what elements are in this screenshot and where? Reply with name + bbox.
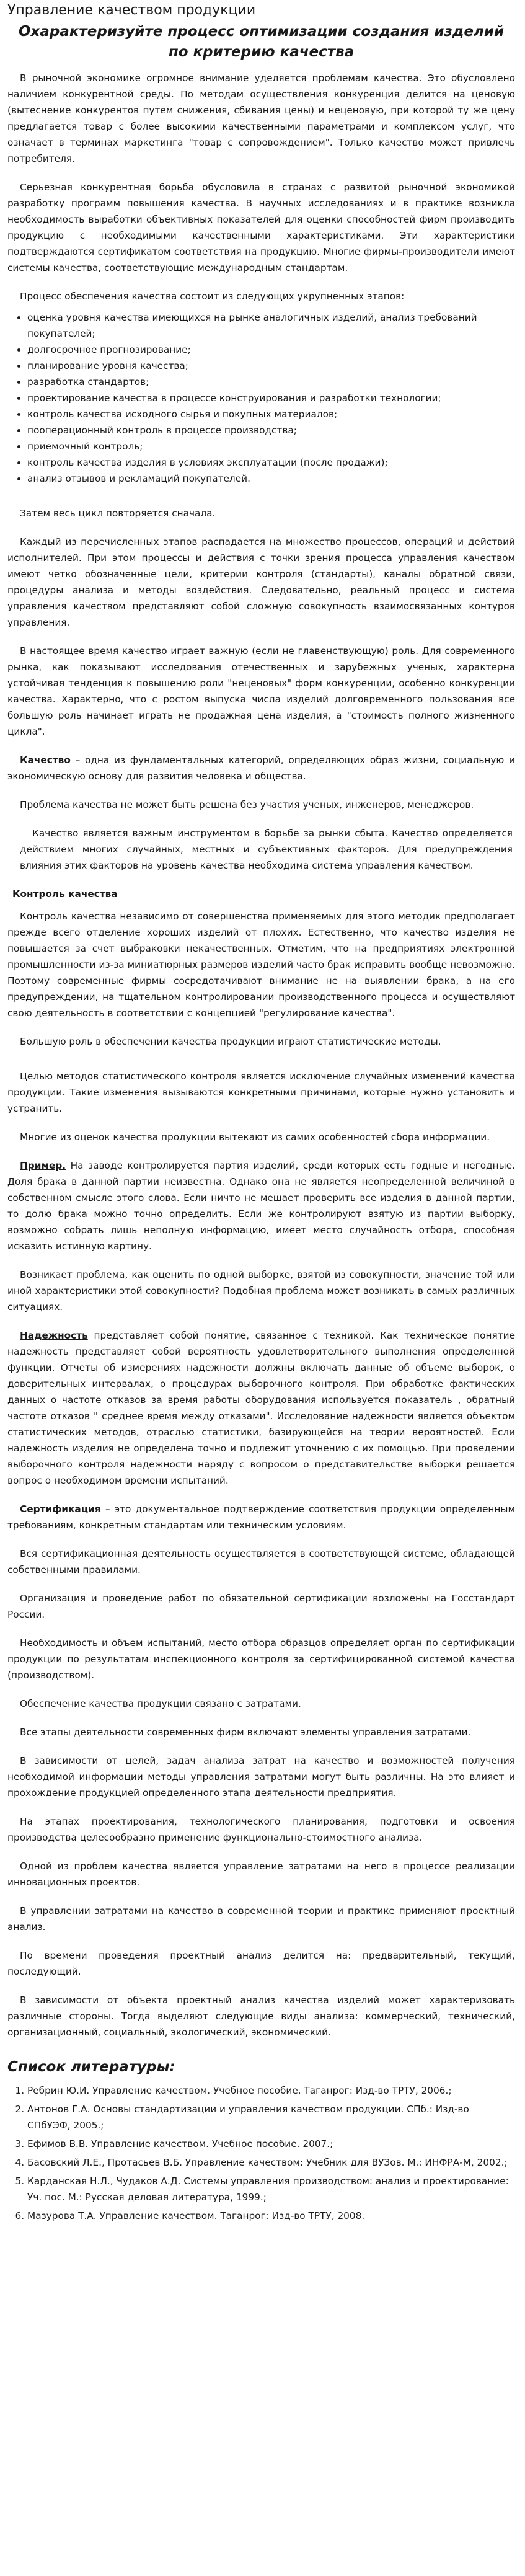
section-heading-quality-control: Контроль качества — [12, 888, 118, 900]
reference-item: 2. Антонов Г.А. Основы стандартизации и управления качеством продукции. СПб.: Изд-во СПбУЭФ, 2005.; — [27, 2101, 515, 2133]
references-heading: Список литературы: — [7, 2059, 175, 2075]
paragraph-processes: Каждый из перечисленных этапов распадается на множество процессов, операций и действий исполнителей. При этом процессы и действия с точки зрения процесса управления качеством имеют четко обозначенные цели, критерии контроля (стандарты), каналы обратной связи, процедуры анализа и методы воздействия. Следовательно, реальный процесс и система управления качеством представляют собой сложную совокупность взаимосвязанных контуров управления. — [7, 536, 515, 628]
paragraph-innovation-projects: Одной из проблем качества является управление затратами на него в процессе реализации инновационных проектов. — [7, 1861, 515, 1888]
paragraph-gosstandart: Организация и проведение работ по обязательной сертификации возложены на Госстандарт России. — [7, 1593, 515, 1620]
paragraph-info-collection: Многие из оценок качества продукции вытекают из самих особенностей сбора информации. — [20, 1131, 490, 1143]
heading-line-2: по критерию качества — [168, 44, 355, 60]
quality-definition-text: – одна из фундаментальных категорий, определяющих образ жизни, социальную и экономическую основу для развития человека и общества. — [7, 755, 515, 782]
term-certification: Сертификация — [20, 1503, 101, 1515]
reliability-text: представляет собой понятие, связанное с техникой. Как техническое понятие надежность представляет собой вероятность удовлетворительного выполнения определенной функции. Отчеты об измерениях надежности должны включать данные об объеме выборок, о доверительных интервалах, о процедурах выборочного контроля. При обработке фактических данных о частоте отказов за время работы оборудования используется показатель , обратный частоте отказов " среднее время между отказами". Исследование надежности является объектом статистических методов, отраслью статистики, базирующейся на теории вероятностей. Если надежность изделия не определена точно и подлежит уточнению с их помощью. При проведении выборочного контроля надежности наряду с вопросом о представительстве выборки решается вопрос о необходимом времени испытаний. — [7, 1330, 515, 1486]
paragraph-functional-cost-analysis: На этапах проектирования, технологического планирования, подготовки и освоения производства целесообразно применение функционально-стоимостного анализа. — [7, 1816, 515, 1843]
paragraph-quality-definition — [7, 752, 515, 784]
paragraph-example — [7, 1157, 515, 1254]
example-text: На заводе контролируется партия изделий, среди которых есть годные и негодные. Доля брака в данной партии неизвестна. Однако она не является неопределенной величиной в собственном смысле этого слова. Если ничто не мешает проверить все изделия в данной партии, то долю брака можно точно определить. Если же контролируют взятую из партии выборку, возможно собрать лишь неполную информацию, имеет место случайность отбора, способная исказить истинную картину. — [7, 1160, 515, 1252]
list-item: • планирование уровня качества; — [27, 358, 515, 374]
list-item: • разработка стандартов; — [27, 374, 515, 390]
paragraph-certification-system: Вся сертификационная деятельность осуществляется в соответствующей системе, обладающей собственными правилами. — [7, 1548, 515, 1575]
indented-block — [7, 825, 515, 874]
term-reliability: Надежность — [20, 1330, 88, 1341]
paragraph-market-economy: В рыночной экономике огромное внимание уделяется проблемам качества. Это обусловлено наличием конкурентной среды. По методам осуществления конкуренция делится на ценовую (вытеснение конкурентов путем снижения, сбивания цены) и неценовую, при которой ту же цену предлагается товар с более высокими качественными параметрами и комплексом услуг, что означает в терминах маркетинга "товар с сопровождением". Только качество может привлечь потребителя. — [7, 73, 515, 164]
reference-item: 3. Ефимов В.В. Управление качеством. Учебное пособие. 2007.; — [27, 2136, 515, 2152]
paragraph-quality-instrument: Качество является важным инструментом в борьбе за рынки сбыта. Качество определяется действием многих случайных, местных и субъективных факторов. Для предупреждения влияния этих факторов на уровень качества необходима система управления качеством. — [20, 828, 513, 871]
list-item: • долгосрочное прогнозирование; — [27, 342, 515, 358]
page-title: Управление качеством продукции — [7, 2, 256, 18]
paragraph-project-analysis: В управлении затратами на качество в современной теории и практике применяют проектный анализ. — [7, 1905, 515, 1932]
document-heading — [7, 22, 515, 63]
paragraph-stages-intro: Процесс обеспечения качества состоит из следующих укрупненных этапов: — [20, 291, 405, 302]
references-list — [7, 2082, 515, 2224]
paragraph-cost-management: Все этапы деятельности современных фирм включают элементы управления затратами. — [20, 1727, 471, 1738]
paragraph-statistical-methods: Большую роль в обеспечении качества продукции играют статистические методы. — [20, 1036, 441, 1047]
list-item: • контроль качества изделия в условиях эксплуатации (после продажи); — [27, 454, 515, 471]
heading-line-1: Охарактеризуйте процесс оптимизации создания изделий — [18, 24, 505, 40]
reference-item: 1. Ребрин Ю.И. Управление качеством. Учебное пособие. Таганрог: Изд-во ТРТУ, 2006.; — [27, 2082, 515, 2099]
term-quality: Качество — [20, 755, 71, 766]
paragraph-analysis-types: В зависимости от объекта проектный анализ качества изделий может характеризовать различные стороны. Тогда выделяют следующие виды анализа: коммерческий, технический, организационный, социальный, экологический, экономический. — [7, 1994, 515, 2038]
list-item: • пооперационный контроль в процессе производства; — [27, 422, 515, 438]
paragraph-analysis-timing: По времени проведения проектный анализ делится на: предварительный, текущий, последующий. — [7, 1950, 515, 1977]
paragraph-sample-problem: Возникает проблема, как оценить по одной выборке, взятой из совокупности, значение той или иной характеристики этой совокупности? Подобная проблема может возникать в самых различных ситуациях. — [7, 1269, 515, 1312]
list-item: • проектирование качества в процессе конструирования и разработки технологии; — [27, 390, 515, 406]
reference-item: 5. Карданская Н.Л., Чудаков А.Д. Системы управления производством: анализ и проектирование: Уч. пос. М.: Русская деловая литература, 1999.; — [27, 2173, 515, 2205]
paragraph-cost-methods: В зависимости от целей, задач анализа затрат на качество и возможностей получения необходимой информации методы управления затратами могут быть различны. На это влияет и прохождение продукцией определенного этапа деятельности предприятия. — [7, 1755, 515, 1799]
term-example: Пример. — [20, 1160, 66, 1171]
paragraph-certification — [7, 1501, 515, 1533]
paragraph-quality-costs: Обеспечение качества продукции связано с затратами. — [20, 1698, 301, 1709]
list-item: • приемочный контроль; — [27, 438, 515, 454]
certification-text: – это документальное подтверждение соответствия продукции определенным требованиям, конкретным стандартам или техническим условиям. — [7, 1503, 515, 1531]
list-item: • контроль качества исходного сырья и покупных материалов; — [27, 406, 515, 422]
paragraph-cycle-repeats: Затем весь цикл повторяется сначала. — [20, 508, 216, 519]
paragraph-reliability — [7, 1327, 515, 1489]
paragraph-quality-problem: Проблема качества не может быть решена без участия ученых, инженеров, менеджеров. — [20, 799, 474, 810]
reference-item: 4. Басовский Л.Е., Протасьев В.Б. Управление качеством: Учебник для ВУЗов. М.: ИНФРА-М, 2002.; — [27, 2154, 515, 2171]
paragraph-competition: Серьезная конкурентная борьба обусловила в странах с развитой рыночной экономикой разработку программ повышения качества. В научных исследованиях и в практике возникла необходимость выработки объективных показателей для оценки способностей фирм производить продукцию с необходимыми качественными характеристиками. Эти характеристики подтверждаются сертификатом соответствия на продукцию. Многие фирмы-производители имеют системы качества, соответствующие международным стандартам. — [7, 182, 515, 273]
stages-list — [7, 309, 515, 487]
paragraph-quality-control: Контроль качества независимо от совершенства применяемых для этого методик предполагает прежде всего отделение хороших изделий от плохих. Естественно, что качество изделия не повышается за счет выбраковки некачественных. Отметим, что на предприятиях электронной промышленности из-за миниатюрных размеров изделий часто брак исправить вообще невозможно. Поэтому современные фирмы сосредотачивают внимание не на выявлении брака, а на его предупреждении, на тщательном контролировании производственного процесса и осуществляют свою деятельность в соответствии с концепцией "регулирование качества". — [7, 911, 515, 1019]
list-item: • анализ отзывов и рекламаций покупателей. — [27, 471, 515, 487]
reference-item: 6. Мазурова Т.А. Управление качеством. Таганрог: Изд-во ТРТУ, 2008. — [27, 2208, 515, 2224]
list-item: • оценка уровня качества имеющихся на рынке аналогичных изделий, анализ требований покупателей; — [27, 309, 515, 342]
paragraph-statistical-control-goal: Целью методов статистического контроля является исключение случайных изменений качества продукции. Такие изменения вызываются конкретными причинами, которые нужно установить и устранить. — [7, 1071, 515, 1114]
paragraph-testing-scope: Необходимость и объем испытаний, место отбора образцов определяет орган по сертификации продукции по результатам инспекционного контроля за сертифицированной системой качества (производством). — [7, 1637, 515, 1681]
paragraph-current-role: В настоящее время качество играет важную (если не главенствующую) роль. Для современного рынка, как показывают исследования отечественных и зарубежных ученых, характерна устойчивая тенденция к повышению роли "неценовых" форм конкуренции, особенно конкуренции качества. Характерно, что с ростом выпуска числа изделий долговременного пользования все большую роль начинает играть не продажная цена изделия, а "стоимость полного жизненного цикла". — [7, 645, 515, 737]
